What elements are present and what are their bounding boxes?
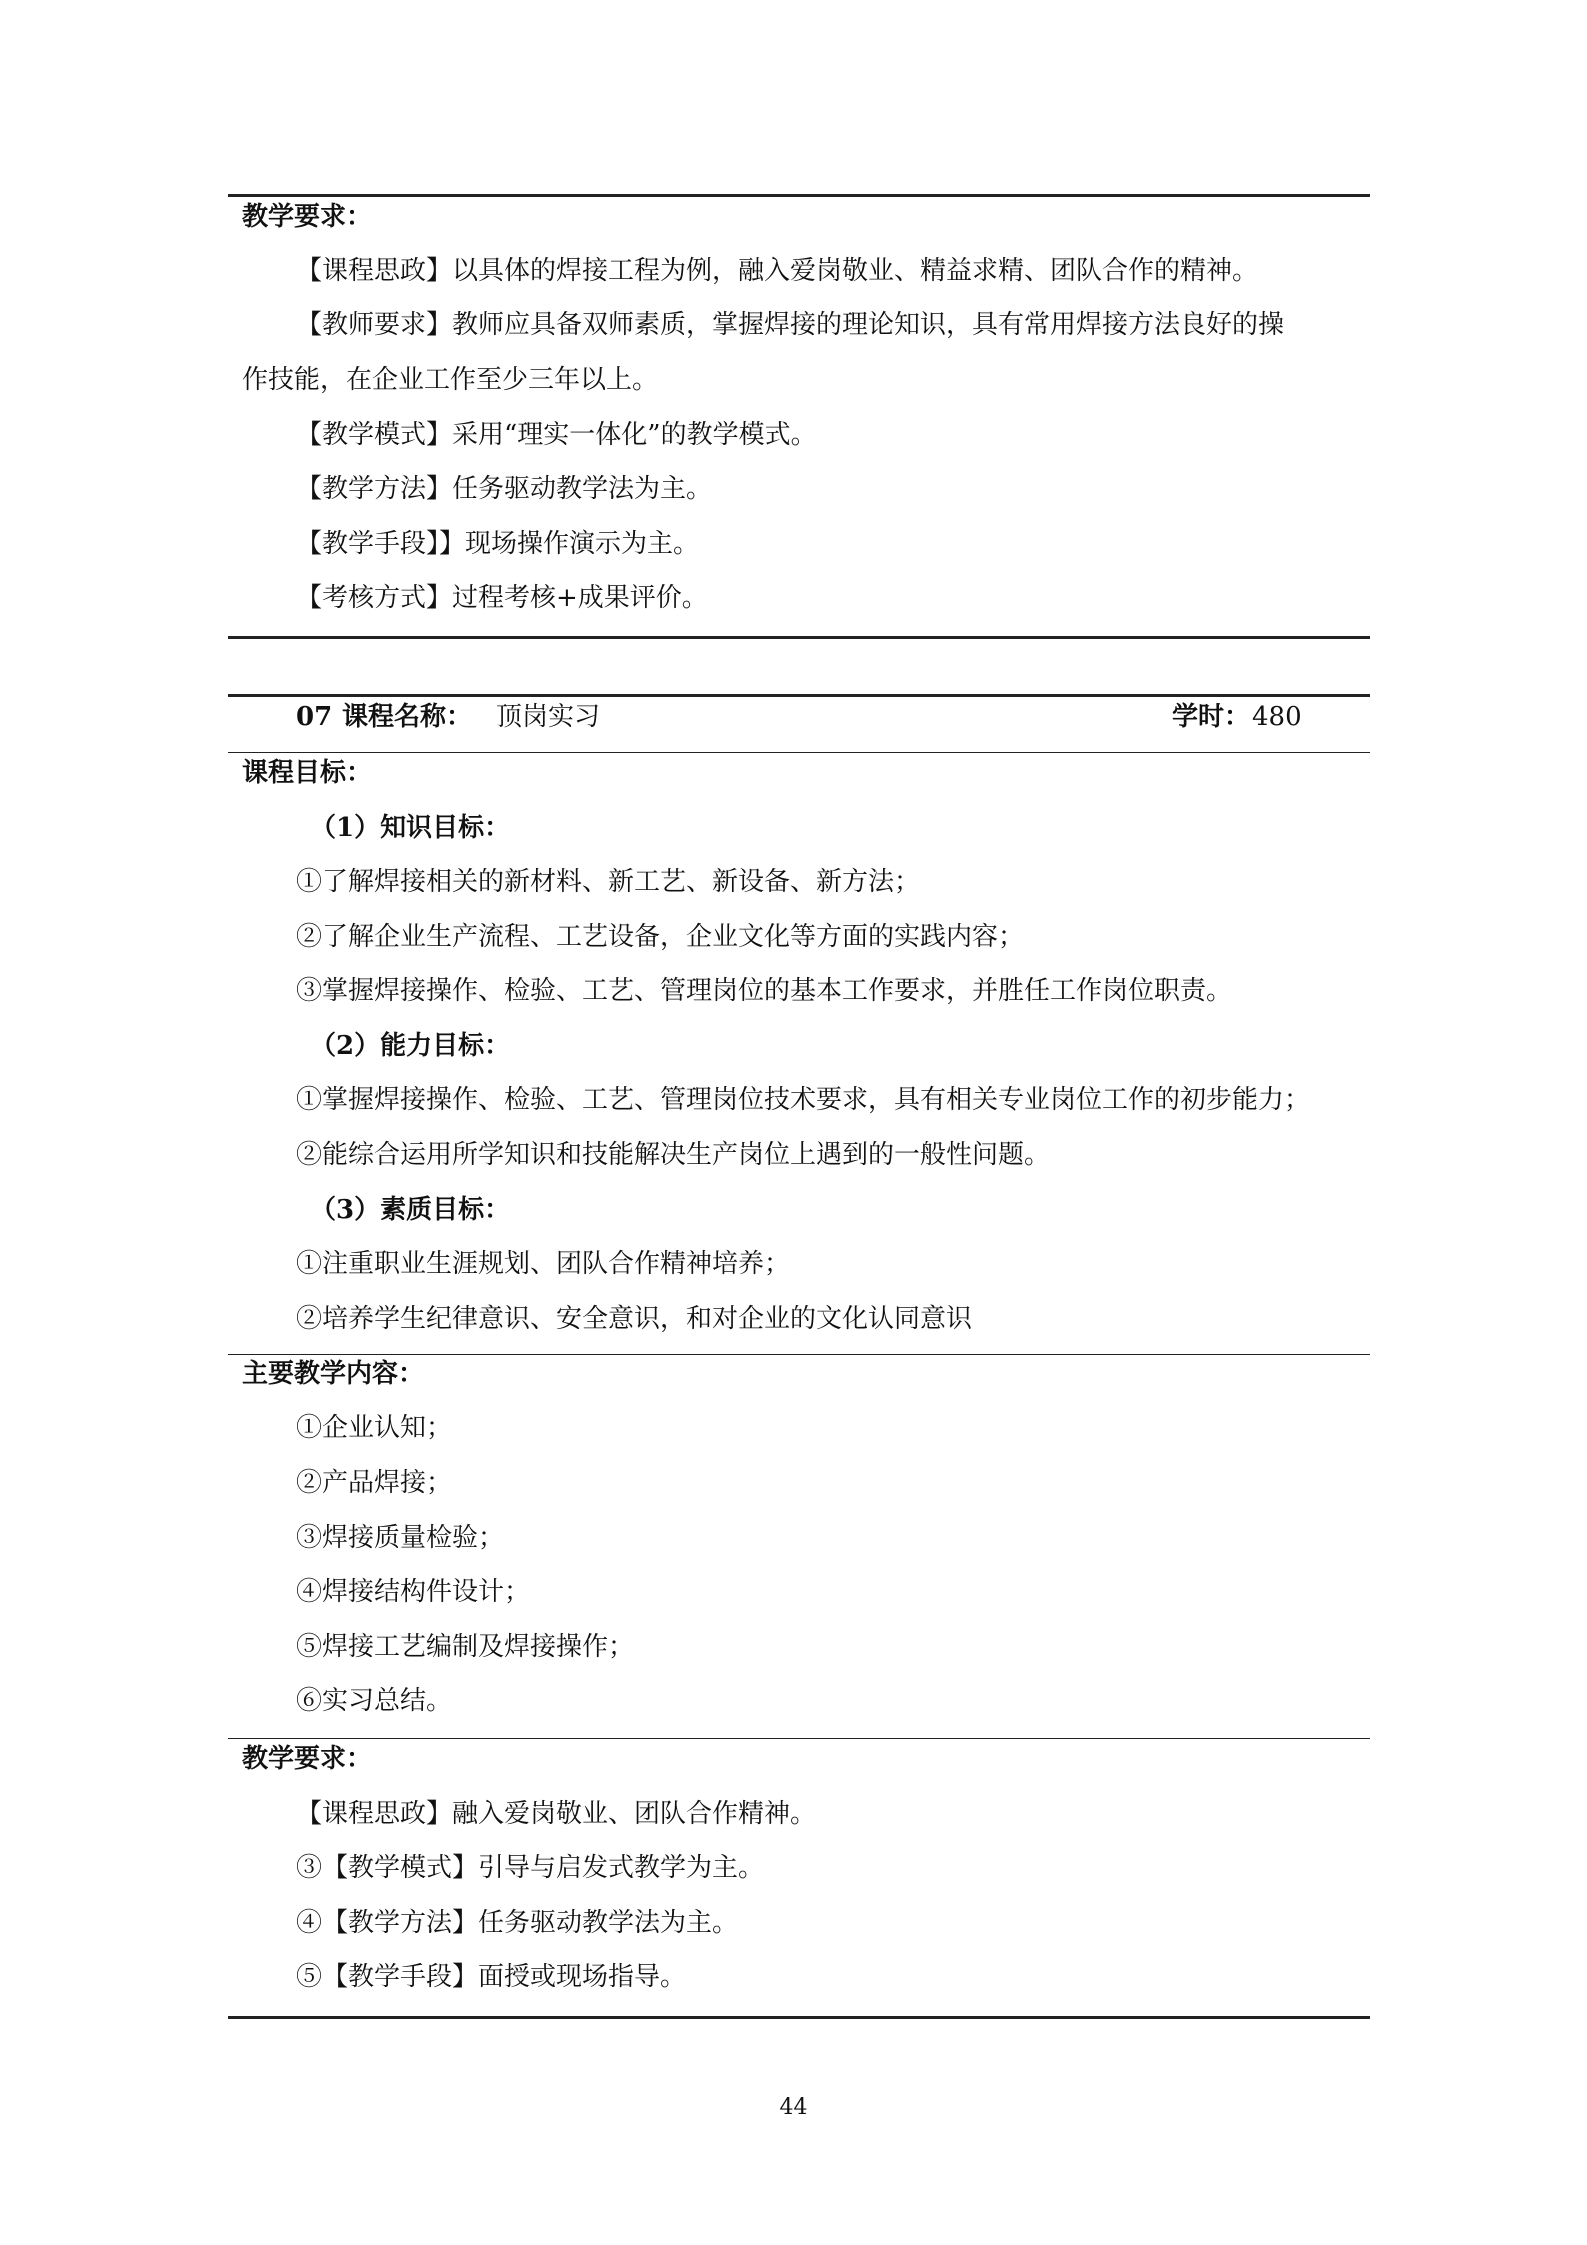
goal-quality-title: （3）素质目标： (310, 1195, 511, 1225)
section-heading-requirements: 教学要求： (242, 1744, 373, 1774)
content-item: ④焊接结构件设计； (296, 1577, 531, 1607)
goal-ability-item: ②能综合运用所学知识和技能解决生产岗位上遇到的一般性问题。 (296, 1140, 1051, 1170)
goal-knowledge-item: ②了解企业生产流程、工艺设备，企业文化等方面的实践内容； (296, 922, 1025, 952)
table-bottom-rule (228, 636, 1370, 639)
content-item: ②产品焊接； (296, 1468, 453, 1498)
table-top-rule (228, 194, 1370, 197)
goal-quality-item: ②培养学生纪律意识、安全意识，和对企业的文化认同意识 (296, 1304, 973, 1334)
course-name-value: 顶岗实习 (496, 702, 601, 732)
goal-knowledge-item: ①了解焊接相关的新材料、新工艺、新设备、新方法； (296, 867, 921, 897)
req-line-mode: 【教学模式】采用“理实一体化”的教学模式。 (296, 420, 817, 450)
section-heading-teaching-requirements: 教学要求： (242, 202, 373, 232)
requirement-line: ③【教学模式】引导与启发式教学为主。 (296, 1853, 765, 1883)
course-name-label: 课程名称： (342, 702, 473, 732)
content-item: ①企业认知； (296, 1413, 453, 1443)
course-bottom-rule (228, 2016, 1370, 2019)
course-top-rule (228, 694, 1370, 697)
req-line-teacher-cont: 作技能，在企业工作至少三年以上。 (242, 365, 659, 395)
goal-knowledge-item: ③掌握焊接操作、检验、工艺、管理岗位的基本工作要求，并胜任工作岗位职责。 (296, 976, 1233, 1006)
goals-bottom-rule (228, 1354, 1370, 1355)
requirement-line: ⑤【教学手段】面授或现场指导。 (296, 1962, 687, 1992)
req-line-method: 【教学方法】任务驱动教学法为主。 (296, 474, 713, 504)
content-item: ⑤焊接工艺编制及焊接操作； (296, 1632, 635, 1662)
req-line-ideology: 【课程思政】以具体的焊接工程为例，融入爱岗敬业、精益求精、团队合作的精神。 (296, 256, 1259, 286)
page-number: 44 (779, 2095, 808, 2120)
section-heading-main-content: 主要教学内容： (242, 1359, 425, 1389)
section-heading-course-goals: 课程目标： (242, 758, 373, 788)
requirement-line: ④【教学方法】任务驱动教学法为主。 (296, 1908, 739, 1938)
course-number: 07 (296, 702, 333, 732)
content-item: ⑥实习总结。 (296, 1686, 453, 1716)
goal-ability-title: （2）能力目标： (310, 1031, 511, 1061)
content-bottom-rule (228, 1738, 1370, 1739)
goal-quality-item: ①注重职业生涯规划、团队合作精神培养； (296, 1249, 791, 1279)
course-header-rule (228, 752, 1370, 753)
req-line-teacher: 【教师要求】教师应具备双师素质，掌握焊接的理论知识，具有常用焊接方法良好的操 (296, 310, 1285, 340)
goal-knowledge-title: （1）知识目标： (310, 813, 511, 843)
req-line-assessment: 【考核方式】过程考核+成果评价。 (296, 583, 708, 613)
content-item: ③焊接质量检验； (296, 1523, 505, 1553)
goal-ability-item: ①掌握焊接操作、检验、工艺、管理岗位技术要求，具有相关专业岗位工作的初步能力； (296, 1085, 1311, 1115)
req-line-means: 【教学手段】】现场操作演示为主。 (296, 529, 700, 559)
course-hours-label: 学时： (1172, 702, 1251, 732)
requirement-line: 【课程思政】融入爱岗敬业、团队合作精神。 (296, 1799, 817, 1829)
course-hours-value: 480 (1252, 702, 1302, 732)
